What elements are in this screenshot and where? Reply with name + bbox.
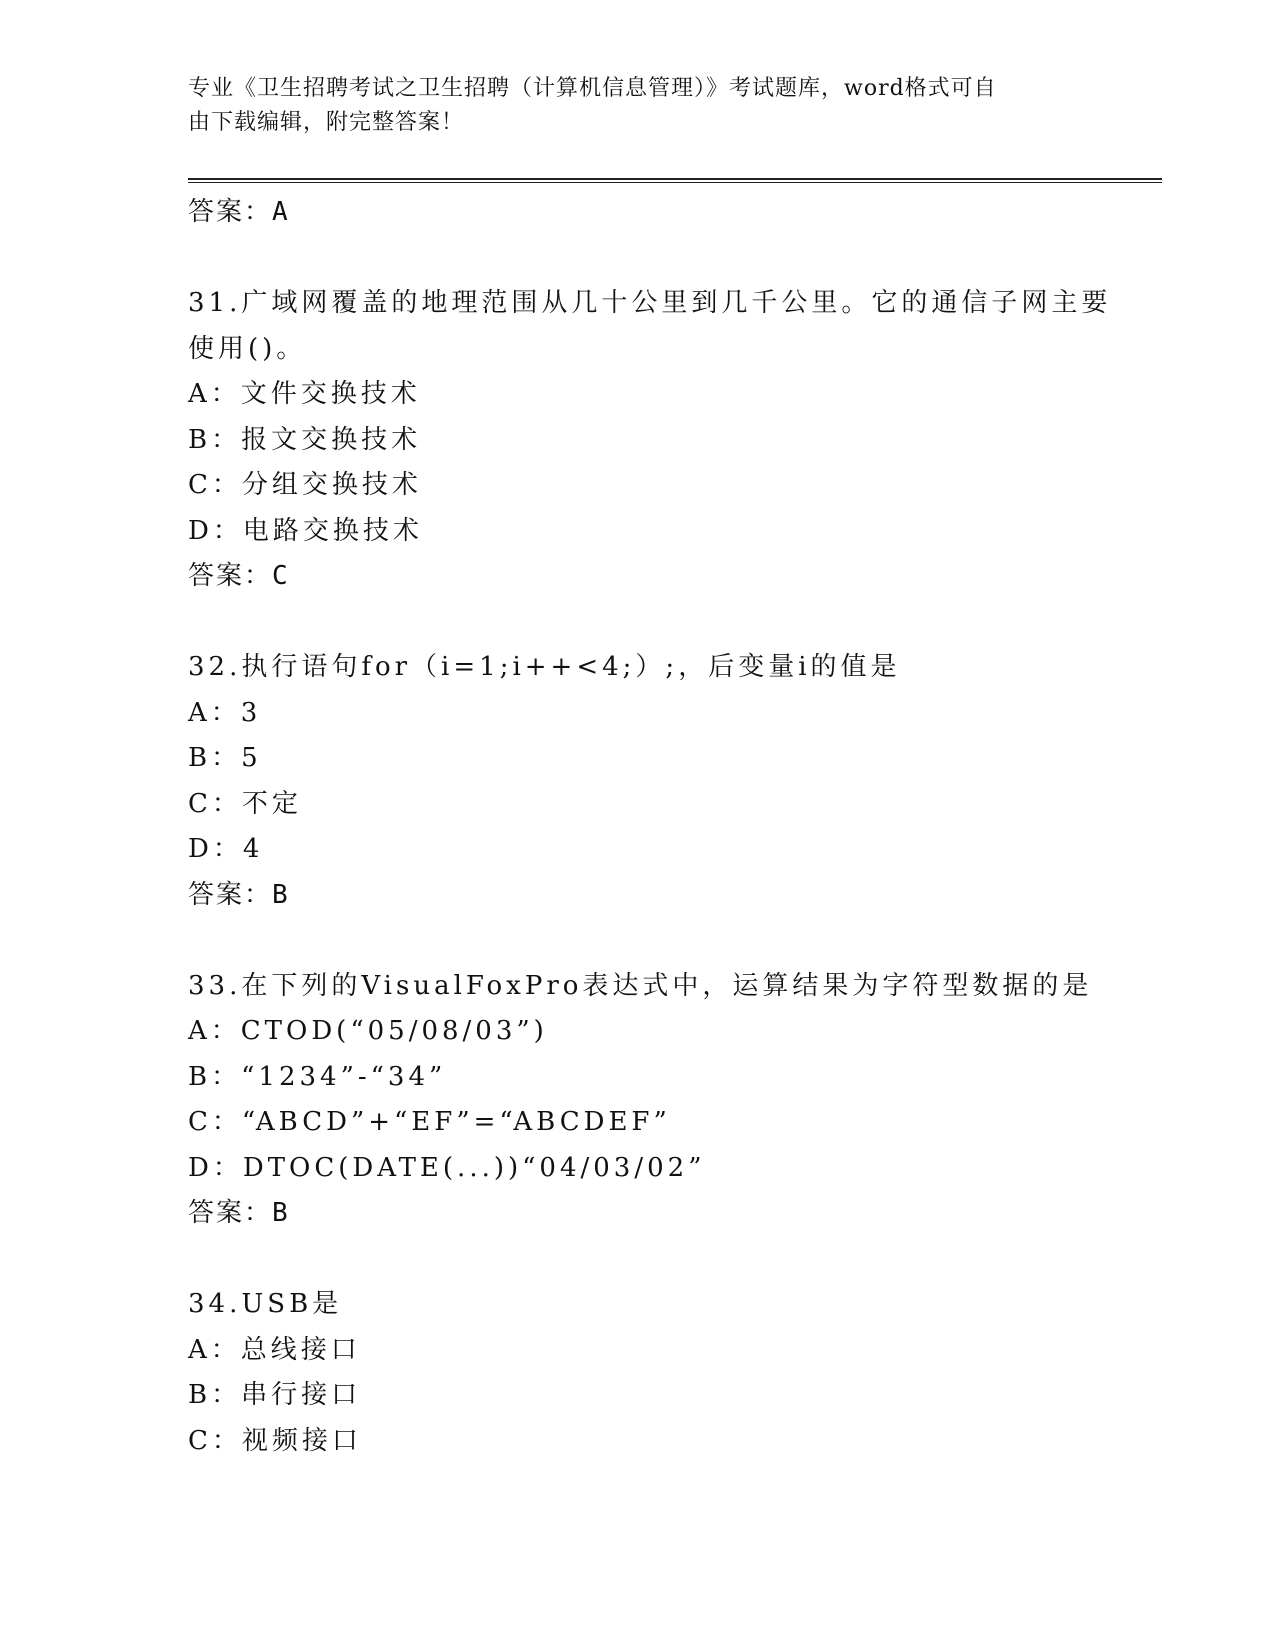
question-stem-continued: 使用()。 — [188, 333, 307, 364]
option-c: C：不定 — [188, 788, 302, 819]
option-b: B：5 — [188, 743, 262, 773]
spacer — [188, 236, 1088, 282]
header-line-1: 专业《卫生招聘考试之卫生招聘（计算机信息管理）》考试题库，word格式可自 — [188, 76, 997, 101]
option-a: A：总线接口 — [188, 1334, 361, 1365]
answer-line: 答案：B — [188, 879, 290, 910]
question-item — [188, 281, 1112, 600]
answer-line: 答案：C — [188, 561, 290, 591]
option-d: D：电路交换技术 — [188, 515, 423, 546]
option-a: A：3 — [188, 697, 262, 728]
option-b: B：串行接口 — [188, 1380, 362, 1410]
option-c: C：分组交换技术 — [188, 470, 422, 500]
question-stem: 33.在下列的VisualFoxPro表达式中，运算结果为字符型数据的是 — [188, 970, 1093, 1001]
option-d: D：4 — [188, 834, 264, 864]
page-header — [188, 72, 1068, 140]
option-b: B：报文交换技术 — [188, 424, 422, 455]
answer-line: 答案：B — [188, 1198, 290, 1228]
option-a: A：CTOD(“05/08/03”) — [188, 1016, 548, 1046]
answer-line: 答案：A — [188, 197, 290, 227]
option-d: D：DTOC(DATE(...))“04/03/02” — [188, 1152, 706, 1183]
option-b: B：“1234”-“34” — [188, 1061, 447, 1092]
question-stem: 34.USB是 — [188, 1289, 343, 1319]
option-c: C：“ABCD”+“EF”=“ABCDEF” — [188, 1107, 671, 1137]
option-c: C：视频接口 — [188, 1425, 362, 1456]
spacer — [188, 600, 1088, 646]
header-divider — [188, 178, 1162, 183]
question-list — [188, 190, 1112, 1464]
question-stem: 32.执行语句for（i=1;i++<4;）;，后变量i的值是 — [188, 652, 901, 682]
spacer — [188, 1237, 1088, 1283]
header-line-2: 由下载编辑，附完整答案！ — [188, 110, 465, 135]
option-a: A：文件交换技术 — [188, 379, 421, 409]
question-item — [188, 964, 1093, 1237]
question-stem: 31.广域网覆盖的地理范围从几十公里到几千公里。它的通信子网主要 — [188, 288, 1112, 318]
spacer — [188, 918, 1088, 964]
question-item — [188, 645, 1088, 918]
question-item — [188, 1282, 1088, 1464]
